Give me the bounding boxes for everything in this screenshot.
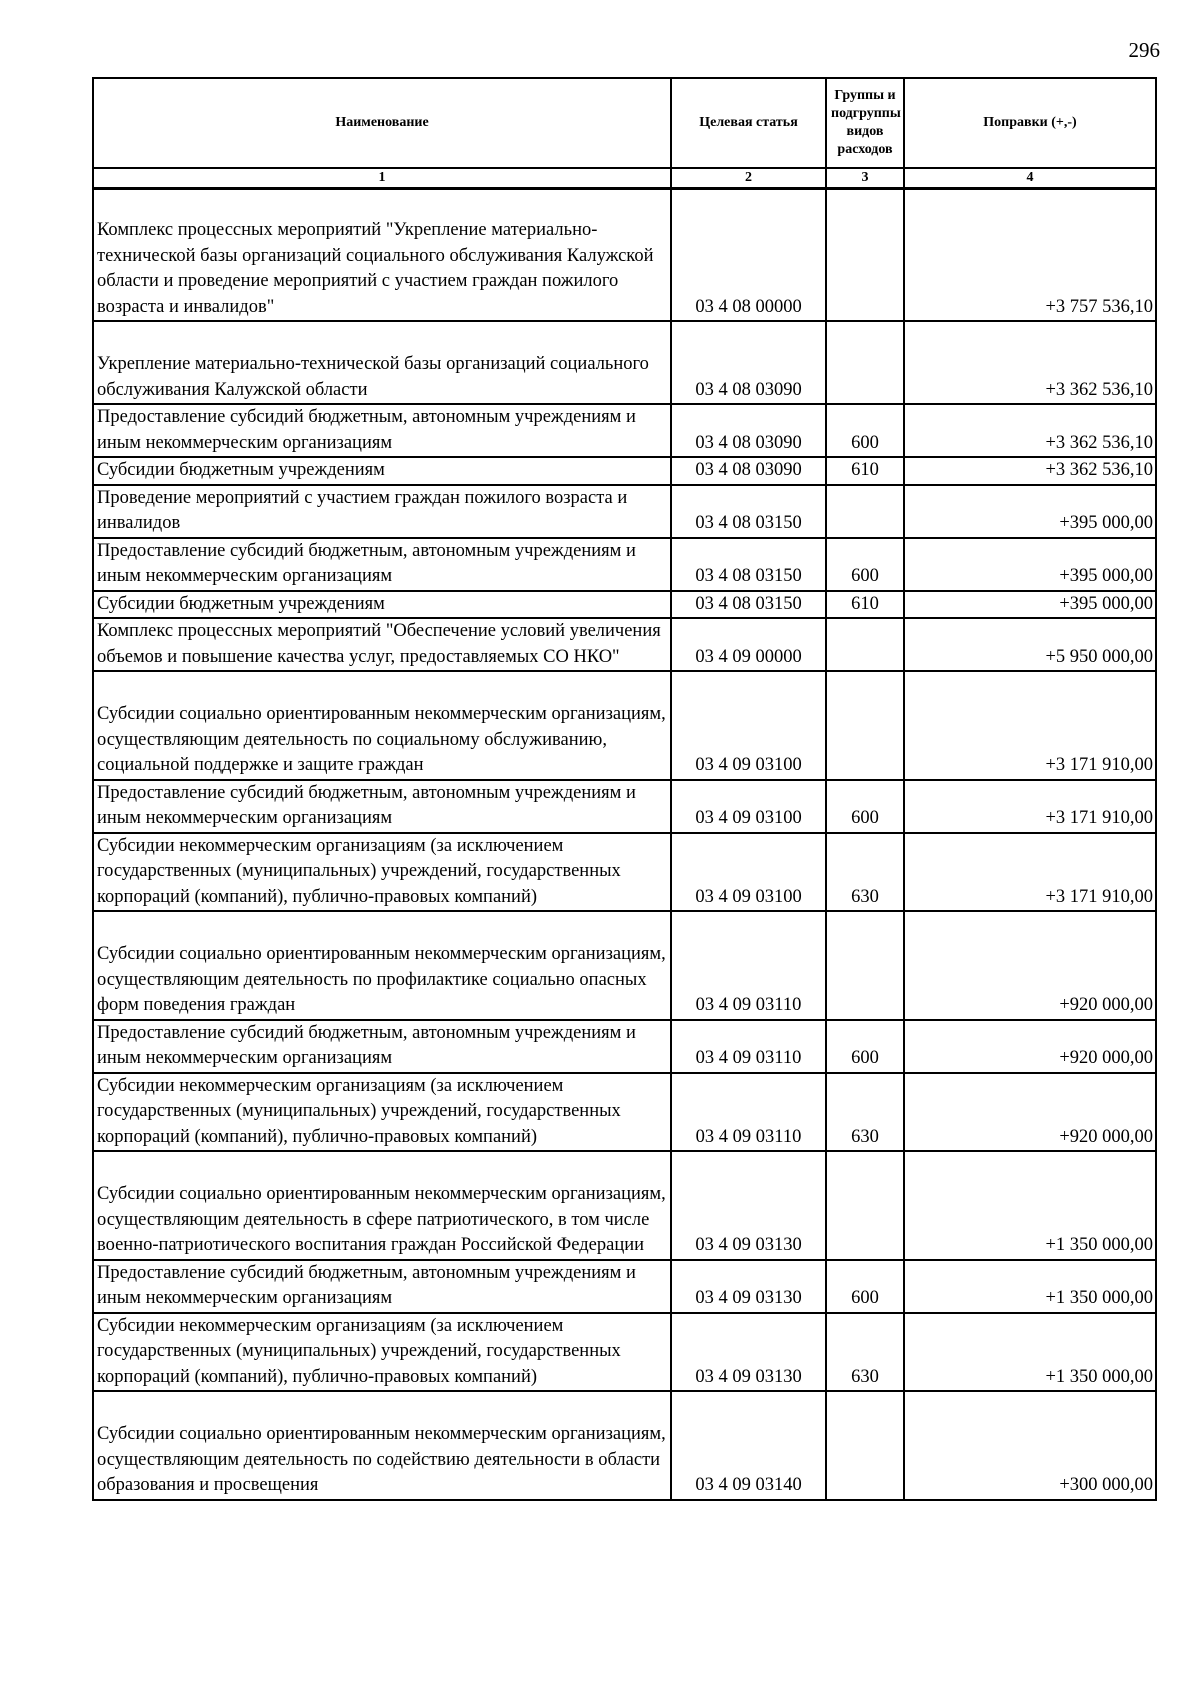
row-expense-group: 630 [826, 833, 904, 912]
row-expense-group [826, 618, 904, 671]
row-expense-group: 610 [826, 591, 904, 619]
table-row [93, 618, 1156, 671]
table-row [93, 321, 1156, 404]
row-amendment-amount: +920 000,00 [904, 1020, 1156, 1073]
row-amendment-amount: +3 362 536,10 [904, 321, 1156, 404]
row-expense-group: 600 [826, 1020, 904, 1073]
row-expense-group: 630 [826, 1313, 904, 1392]
budget-amendments-table [92, 77, 1157, 1501]
row-expense-group [826, 1151, 904, 1260]
row-target-article: 03 4 08 03090 [671, 321, 826, 404]
row-amendment-amount: +3 171 910,00 [904, 671, 1156, 780]
row-amendment-amount: +1 350 000,00 [904, 1260, 1156, 1313]
row-amendment-amount: +3 362 536,10 [904, 404, 1156, 457]
row-name: Субсидии некоммерческим организациям (за исключением государственных (муниципальных) учреждений, государственных корпораций (компаний), публично-правовых компаний) [93, 1313, 671, 1392]
row-amendment-amount: +3 171 910,00 [904, 833, 1156, 912]
row-target-article: 03 4 09 00000 [671, 618, 826, 671]
row-target-article: 03 4 08 03090 [671, 457, 826, 485]
row-name: Предоставление субсидий бюджетным, автономным учреждениям и иным некоммерческим организациям [93, 404, 671, 457]
row-expense-group [826, 1391, 904, 1500]
row-name: Субсидии социально ориентированным некоммерческим организациям, осуществляющим деятельность в сфере патриотического, в том числе военно-патриотического воспитания граждан Российской Федерации [93, 1151, 671, 1260]
column-number: 1 [93, 168, 671, 189]
row-name: Предоставление субсидий бюджетным, автономным учреждениям и иным некоммерческим организациям [93, 1260, 671, 1313]
row-amendment-amount: +1 350 000,00 [904, 1151, 1156, 1260]
column-numbers-row [93, 168, 1156, 189]
row-target-article: 03 4 09 03130 [671, 1151, 826, 1260]
table-row [93, 1020, 1156, 1073]
page-number: 296 [1128, 38, 1160, 62]
row-target-article: 03 4 08 03150 [671, 538, 826, 591]
row-target-article: 03 4 09 03100 [671, 833, 826, 912]
table-row [93, 1151, 1156, 1260]
row-name: Субсидии социально ориентированным некоммерческим организациям, осуществляющим деятельность по социальному обслуживанию, социальной поддержке и защите граждан [93, 671, 671, 780]
table-body [93, 189, 1156, 1500]
table-row [93, 591, 1156, 619]
table-row [93, 1073, 1156, 1152]
row-target-article: 03 4 09 03130 [671, 1313, 826, 1392]
column-number: 4 [904, 168, 1156, 189]
header-target-article: Целевая статья [671, 78, 826, 168]
row-target-article: 03 4 08 00000 [671, 189, 826, 322]
row-name: Проведение мероприятий с участием граждан пожилого возраста и инвалидов [93, 485, 671, 538]
row-amendment-amount: +920 000,00 [904, 1073, 1156, 1152]
row-amendment-amount: +1 350 000,00 [904, 1313, 1156, 1392]
row-name: Субсидии бюджетным учреждениям [93, 591, 671, 619]
table-row [93, 1391, 1156, 1500]
table-header-row [93, 78, 1156, 168]
row-name: Укрепление материально-технической базы организаций социального обслуживания Калужской области [93, 321, 671, 404]
row-expense-group: 600 [826, 538, 904, 591]
table-row [93, 833, 1156, 912]
row-expense-group [826, 189, 904, 322]
table-row [93, 404, 1156, 457]
table-row [93, 911, 1156, 1020]
row-target-article: 03 4 08 03150 [671, 485, 826, 538]
row-target-article: 03 4 09 03140 [671, 1391, 826, 1500]
row-target-article: 03 4 09 03110 [671, 911, 826, 1020]
row-expense-group [826, 911, 904, 1020]
header-name: Наименование [93, 78, 671, 168]
row-target-article: 03 4 08 03150 [671, 591, 826, 619]
row-name: Предоставление субсидий бюджетным, автономным учреждениям и иным некоммерческим организациям [93, 780, 671, 833]
row-expense-group [826, 671, 904, 780]
row-expense-group: 630 [826, 1073, 904, 1152]
row-name: Субсидии некоммерческим организациям (за исключением государственных (муниципальных) учреждений, государственных корпораций (компаний), публично-правовых компаний) [93, 833, 671, 912]
row-amendment-amount: +5 950 000,00 [904, 618, 1156, 671]
row-name: Субсидии бюджетным учреждениям [93, 457, 671, 485]
row-name: Субсидии некоммерческим организациям (за исключением государственных (муниципальных) учреждений, государственных корпораций (компаний), публично-правовых компаний) [93, 1073, 671, 1152]
table-row [93, 189, 1156, 322]
row-expense-group [826, 485, 904, 538]
row-target-article: 03 4 09 03110 [671, 1073, 826, 1152]
column-number: 3 [826, 168, 904, 189]
table-row [93, 1313, 1156, 1392]
row-amendment-amount: +395 000,00 [904, 591, 1156, 619]
row-name: Комплекс процессных мероприятий "Обеспечение условий увеличения объемов и повышение качества услуг, предоставляемых СО НКО" [93, 618, 671, 671]
row-expense-group [826, 321, 904, 404]
row-name: Субсидии социально ориентированным некоммерческим организациям, осуществляющим деятельность по профилактике социально опасных форм поведения граждан [93, 911, 671, 1020]
table-row [93, 457, 1156, 485]
row-name: Предоставление субсидий бюджетным, автономным учреждениям и иным некоммерческим организациям [93, 538, 671, 591]
row-amendment-amount: +3 362 536,10 [904, 457, 1156, 485]
row-expense-group: 600 [826, 780, 904, 833]
row-target-article: 03 4 09 03130 [671, 1260, 826, 1313]
row-name: Предоставление субсидий бюджетным, автономным учреждениям и иным некоммерческим организациям [93, 1020, 671, 1073]
row-expense-group: 610 [826, 457, 904, 485]
column-number: 2 [671, 168, 826, 189]
row-amendment-amount: +920 000,00 [904, 911, 1156, 1020]
row-name: Комплекс процессных мероприятий "Укрепление материально-технической базы организаций социального обслуживания Калужской области и проведение мероприятий с участием граждан пожилого возраста и инвалидов" [93, 189, 671, 322]
header-expense-groups: Группы и подгруппы видов расходов [826, 78, 904, 168]
row-amendment-amount: +3 757 536,10 [904, 189, 1156, 322]
row-name: Субсидии социально ориентированным некоммерческим организациям, осуществляющим деятельность по содействию деятельности в области образования и просвещения [93, 1391, 671, 1500]
row-target-article: 03 4 09 03100 [671, 780, 826, 833]
header-amendments: Поправки (+,-) [904, 78, 1156, 168]
row-amendment-amount: +395 000,00 [904, 485, 1156, 538]
row-target-article: 03 4 08 03090 [671, 404, 826, 457]
row-expense-group: 600 [826, 1260, 904, 1313]
table-row [93, 538, 1156, 591]
row-amendment-amount: +300 000,00 [904, 1391, 1156, 1500]
table-row [93, 485, 1156, 538]
row-target-article: 03 4 09 03100 [671, 671, 826, 780]
table-row [93, 1260, 1156, 1313]
table-row [93, 671, 1156, 780]
row-expense-group: 600 [826, 404, 904, 457]
table-row [93, 780, 1156, 833]
row-amendment-amount: +3 171 910,00 [904, 780, 1156, 833]
row-target-article: 03 4 09 03110 [671, 1020, 826, 1073]
row-amendment-amount: +395 000,00 [904, 538, 1156, 591]
